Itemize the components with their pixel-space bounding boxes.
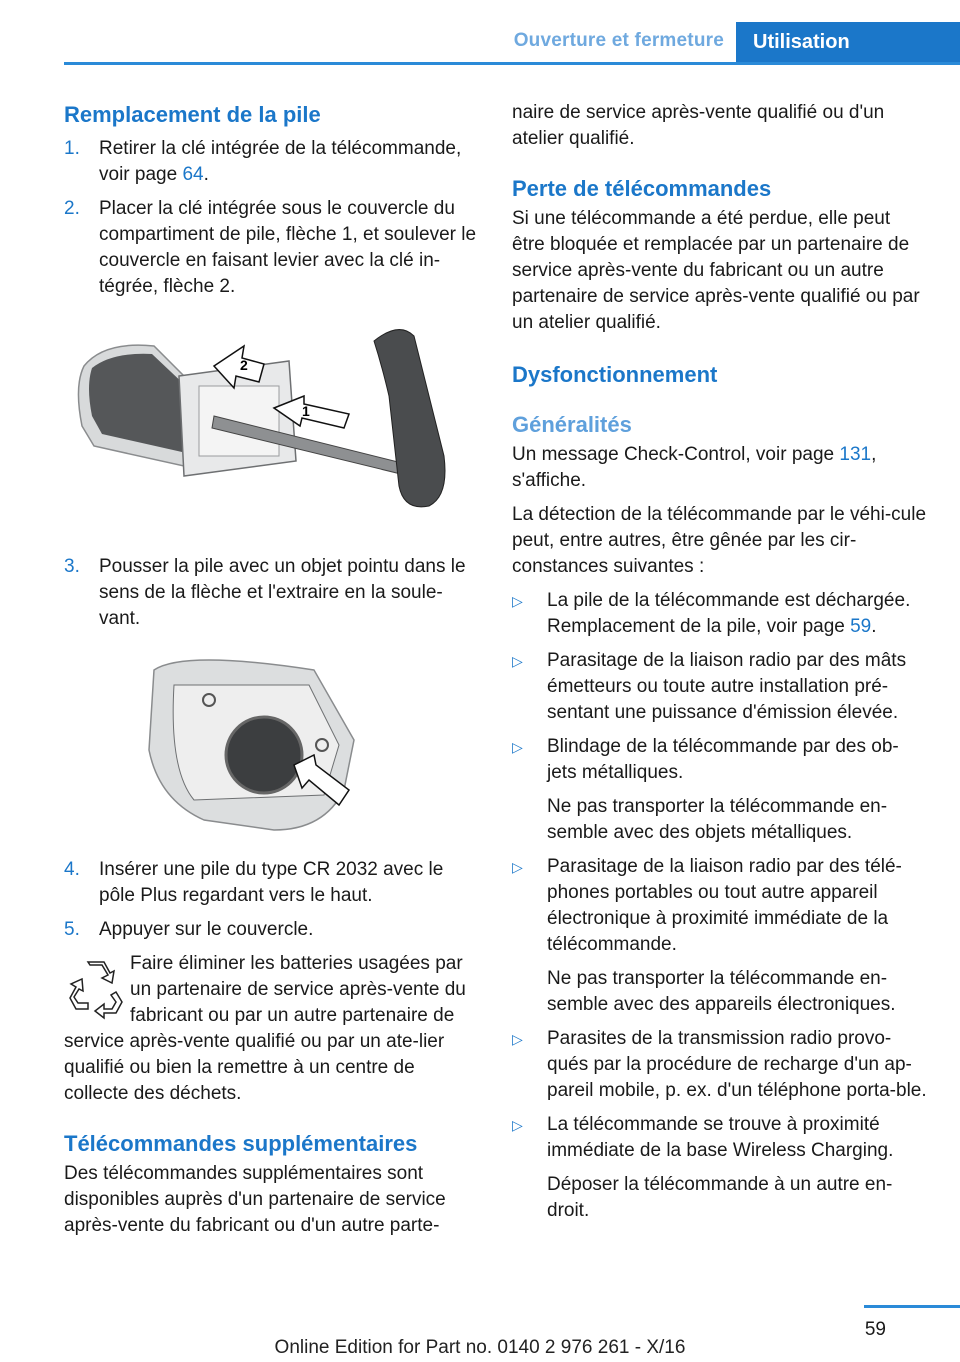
check-control-text bbox=[512, 442, 928, 494]
list-item bbox=[512, 1026, 928, 1104]
step-number: 4. bbox=[64, 859, 80, 880]
heading-malfunction: Dysfonctionnement bbox=[512, 362, 718, 387]
step-text: Placer la clé intégrée sous le couvercle du compartiment de pile, flèche 1, et soulever le couvercle en faisant levier avec la clé in‐tégrée, flèche 2. bbox=[99, 198, 477, 297]
step-1 bbox=[64, 136, 480, 188]
arrow-label-1: 1 bbox=[302, 403, 310, 419]
list-item-subtext: Ne pas transporter la télécommande en‐semble avec des objets métalliques. bbox=[547, 796, 888, 843]
heading-battery-replacement: Remplacement de la pile bbox=[64, 102, 321, 127]
triangle-bullet-icon: ▷ bbox=[512, 1117, 523, 1133]
list-item bbox=[512, 734, 928, 786]
step-text: Retirer la clé intégrée de la télécommande, voir page bbox=[99, 138, 462, 185]
page-link-59[interactable]: 59 bbox=[850, 616, 872, 637]
footer-rule bbox=[864, 1305, 960, 1308]
list-item bbox=[512, 1112, 928, 1164]
heading-general: Généralités bbox=[512, 412, 632, 437]
step-5 bbox=[64, 917, 480, 943]
arrow-label-2: 2 bbox=[240, 357, 248, 373]
page-link-64[interactable]: 64 bbox=[182, 164, 204, 185]
list-item bbox=[512, 648, 928, 726]
check-control-text-start: Un message Check-Control, voir page bbox=[512, 444, 840, 465]
list-item-text: Parasitage de la liaison radio par des télé‐phones portables ou tout autre appareil électronique à proximité immédiate de la télécommande. bbox=[547, 856, 902, 955]
step-4 bbox=[64, 857, 480, 909]
battery-illustration bbox=[64, 640, 480, 845]
page-number: 59 bbox=[864, 1319, 886, 1340]
list-item-text: Parasites de la transmission radio provo‐qués par la procédure de recharge d'un ap‐pareil mobile, p. ex. d'un téléphone porta‐ble. bbox=[547, 1028, 927, 1101]
step-2 bbox=[64, 196, 480, 300]
triangle-bullet-icon: ▷ bbox=[512, 653, 523, 669]
continued-text: naire de service après-vente qualifié ou d'un atelier qualifié. bbox=[512, 102, 885, 149]
heading-extra-remotes: Télécommandes supplémentaires bbox=[64, 1131, 418, 1156]
step-number: 3. bbox=[64, 556, 80, 577]
step-number: 2. bbox=[64, 198, 80, 219]
list-item-text: La télécommande se trouve à proximité immédiate de la base Wireless Charging. bbox=[547, 1114, 894, 1161]
figure-key-remove-cover bbox=[64, 316, 480, 536]
header-tab-utilisation: Utilisation bbox=[736, 22, 960, 65]
list-item-text: La pile de la télécommande est déchargée. Remplacement de la pile, voir page bbox=[547, 590, 911, 637]
step-number: 5. bbox=[64, 919, 80, 940]
edition-note: Online Edition for Part no. 0140 2 976 261 - X/16 bbox=[274, 1337, 686, 1358]
heading-lost-remotes: Perte de télécommandes bbox=[512, 176, 772, 201]
list-item-text: Blindage de la télécommande par des ob‐jets métalliques. bbox=[547, 736, 899, 783]
key-cover-illustration bbox=[64, 316, 480, 536]
list-item-text: Parasitage de la liaison radio par des mâts émetteurs ou toute autre installation pré‐sentant une puissance d'émission élevée. bbox=[547, 650, 907, 723]
list-item bbox=[512, 854, 928, 958]
right-column bbox=[512, 100, 928, 1232]
header-rule bbox=[64, 62, 960, 65]
header-section-title: Ouverture et fermeture bbox=[513, 30, 724, 51]
lost-remotes-text: Si une télécommande a été perdue, elle peut être bloquée et remplacée par un partenaire de service après-vente du fabricant ou un autre partenaire de service après-vente qualifié ou par un atelier qualifié. bbox=[512, 208, 920, 333]
figure-battery-remove bbox=[64, 640, 480, 845]
step-text: Insérer une pile du type CR 2032 avec le pôle Plus regardant vers le haut. bbox=[99, 859, 444, 906]
step-text: Appuyer sur le couvercle. bbox=[99, 919, 314, 940]
recycle-note bbox=[64, 951, 480, 1107]
step-text: Pousser la pile avec un objet pointu dans le sens de la flèche et l'extraire en la soule‐vant. bbox=[99, 556, 466, 629]
list-item-subtext: Déposer la télécommande à un autre en‐droit. bbox=[547, 1174, 893, 1221]
triangle-bullet-icon: ▷ bbox=[512, 739, 523, 755]
detection-text: La détection de la télécommande par le véhi‐cule peut, entre autres, être gênée par les cir‐constances suivantes : bbox=[512, 504, 927, 577]
recycle-text: Faire éliminer les batteries usagées par un partenaire de service après-vente du fabricant ou par un autre partenaire de service après-vente qualifié ou par un ate‐lier qualifié ou bien la remettre à un centre de collecte des déchets. bbox=[64, 953, 466, 1104]
list-item-text-end: . bbox=[871, 616, 877, 637]
check-control-text-end: , s'affiche. bbox=[512, 444, 877, 491]
page-link-131[interactable]: 131 bbox=[839, 444, 872, 465]
triangle-bullet-icon: ▷ bbox=[512, 1031, 523, 1047]
left-column bbox=[64, 100, 480, 1247]
step-number: 1. bbox=[64, 138, 80, 159]
list-item-subtext: Ne pas transporter la télécommande en‐semble avec des appareils électroniques. bbox=[547, 968, 896, 1015]
step-3 bbox=[64, 554, 480, 632]
extra-remotes-text: Des télécommandes supplémentaires sont disponibles auprès d'un partenaire de service après-vente du fabricant ou d'un autre parte‐ bbox=[64, 1163, 446, 1236]
recycle-icon bbox=[64, 957, 128, 1021]
list-item bbox=[512, 588, 928, 640]
triangle-bullet-icon: ▷ bbox=[512, 593, 523, 609]
step-text-end: . bbox=[203, 164, 209, 185]
triangle-bullet-icon: ▷ bbox=[512, 859, 523, 875]
